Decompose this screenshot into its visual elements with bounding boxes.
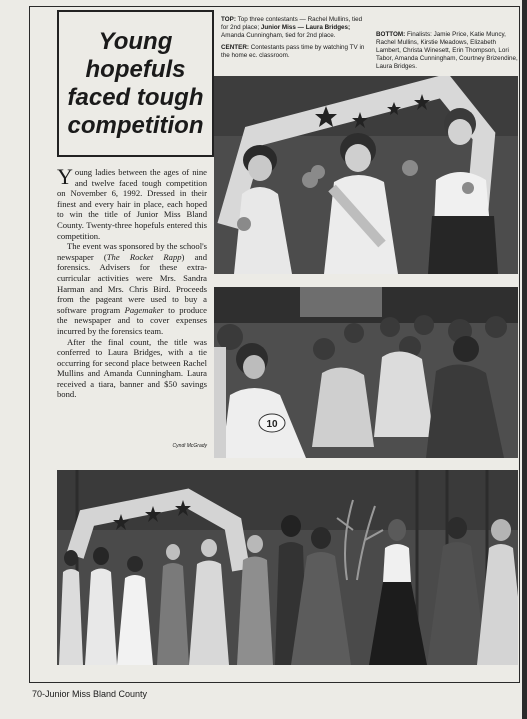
caption-top-text1: Top three contestants — Rachel Mullins, tied for 2nd place; — [221, 16, 363, 31]
caption-bottom — [376, 31, 520, 71]
software-name: Pagemaker — [124, 304, 164, 315]
caption-center-text: Contestants pass time by watching TV in the home ec. classroom. — [221, 44, 365, 59]
page-edge — [522, 0, 527, 719]
story-p2-part-b: ) and forensics. Advisers for these extra-curricular activities were Mrs. Sandra Harman and Mrs. Chris Bird. Proceeds from the pageant were used to buy a software program — [57, 251, 207, 315]
story-paragraph-1 — [57, 164, 207, 241]
headline-box — [57, 10, 214, 157]
photo-center-classroom — [214, 287, 518, 458]
photo-top-winners — [214, 76, 518, 274]
story-paragraph-2 — [57, 241, 207, 336]
caption-center-label: CENTER: — [221, 44, 249, 51]
photo-bottom-finalists — [57, 470, 518, 665]
caption-bottom-text: Finalists: Jamie Price, Katie Muncy, Rachel Mullins, Kirstie Meadows, Elizabeth Lambert, Christa Winesett, Erin Thompson, Lori Tabor, Amanda Cunningham, Courtney Brizendine, Laura Bridges. — [376, 31, 518, 70]
story-paragraph-3: After the final count, the title was conferred to Laura Bridges, with a tie occurring for second place between Rachel Mullins and Amanda Cunningham. Laura received a tiara, banner and $50 savings bond. — [57, 336, 207, 400]
caption-top-center — [221, 16, 369, 64]
story-p2-part-a: The event was sponsored by the school's newspaper ( — [57, 241, 207, 262]
caption-top-label: TOP: — [221, 16, 236, 23]
newspaper-name: The Rocket Rapp — [106, 251, 182, 262]
headline-line-2: hopefuls — [85, 55, 186, 83]
caption-top-winner: Junior Miss — Laura Bridges; — [260, 24, 351, 31]
headline-line-1: Young — [98, 27, 173, 55]
drop-cap: Y — [57, 164, 73, 189]
caption-top — [221, 16, 369, 40]
contestant-number-sign: 10 — [266, 419, 278, 430]
story-p2-part-c: to produce the newspaper and to cover expenses incurred by the forensics team. — [57, 304, 207, 336]
story-paragraph-1-text: oung ladies between the ages of nine and twelve faced tough competition on November 6, 1992. Dressed in their finest and every hair in place, each hoped to win the title of Junior Miss Bland County. Twenty-three hopefuls entered this competition. — [57, 167, 207, 241]
headline-line-3: faced tough — [67, 83, 204, 111]
page-folio: 70-Junior Miss Bland County — [32, 689, 148, 699]
story-body — [57, 164, 207, 400]
headline-line-4: competition — [67, 111, 204, 139]
caption-bottom-label: BOTTOM: — [376, 31, 406, 38]
caption-top-text2: Amanda Cunningham, tied for 2nd place. — [221, 32, 336, 39]
caption-center — [221, 44, 369, 60]
writer-credit: Cyndi McGrady — [172, 443, 207, 449]
